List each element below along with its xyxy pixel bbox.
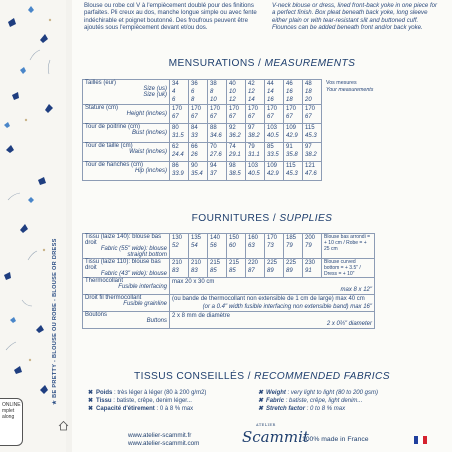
size-cell — [227, 143, 246, 162]
supply-label-fr: Tissu (laize 140): blouse bas droit — [85, 234, 162, 246]
supply-cell — [170, 234, 189, 259]
measurement-row — [83, 143, 381, 162]
size-cell — [265, 80, 284, 105]
size-cell — [284, 124, 303, 143]
supply-label — [83, 312, 170, 329]
size-value: 27.6 — [210, 152, 222, 158]
supply-value: 83 — [191, 268, 198, 274]
footer-websites — [128, 432, 199, 448]
supply-value: 83 — [172, 268, 179, 274]
size-value: 67 — [286, 114, 293, 120]
size-value: 45.3 — [286, 171, 298, 177]
row-label-en: Hip (inches) — [134, 168, 167, 174]
size-cell — [170, 143, 189, 162]
size-value: 170 — [286, 106, 297, 112]
made-in-france-text: 100% made in France — [302, 436, 369, 443]
size-value: 34 — [172, 81, 179, 87]
supply-cell — [189, 259, 208, 278]
size-value: 67 — [210, 114, 217, 120]
side-product-label: ★ BE PRETTY - BLOUSE OU ROBE - BLOUSE OR DRESS — [52, 238, 58, 405]
size-value: 121 — [305, 163, 316, 169]
fabric-key: Stretch factor — [266, 406, 306, 412]
row-label-fr: Stature (cm) — [85, 105, 119, 111]
size-cell — [246, 105, 265, 124]
supply-value: 170 — [267, 235, 278, 241]
supply-cell — [170, 259, 189, 278]
supply-row — [83, 278, 375, 295]
size-value: 115 — [305, 125, 315, 131]
size-cell — [189, 105, 208, 124]
supply-row — [83, 312, 375, 329]
size-cell — [303, 143, 322, 162]
size-value: 14 — [248, 97, 255, 103]
supply-label-en: Fusible interfacing — [118, 284, 167, 290]
supply-value: 87 — [248, 268, 255, 274]
supply-value: 89 — [267, 268, 274, 274]
row-label — [83, 105, 170, 124]
size-cell — [284, 162, 303, 181]
size-cell — [265, 105, 284, 124]
supply-cell — [227, 259, 246, 278]
size-cell — [265, 162, 284, 181]
cross-icon: ✖ — [258, 398, 264, 404]
fabric-key: Poids — [96, 390, 113, 396]
size-value: 67 — [305, 114, 312, 120]
supply-value: 220 — [248, 260, 259, 266]
size-cell — [303, 80, 322, 105]
supply-span-fr: (ou bande de thermocollant non extensible de 1 cm de large) max 40 cm — [172, 296, 365, 302]
supply-label-fr: Droit fil thermocollant — [85, 295, 142, 301]
supply-label — [83, 259, 170, 278]
size-value: 88 — [210, 125, 217, 131]
size-value: 16 — [267, 97, 274, 103]
size-cell — [189, 80, 208, 105]
intro-french: Blouse ou robe col V à l'empiècement doublé pour des finitions parfaites. Pli creux au dos, manche longue simple ou avec fente indéchirable et poignet boutonné. Des froufrous peuvent être ajoutés sous l'empiècement devant et/ou dos. — [84, 2, 257, 32]
size-value: 38.5 — [229, 171, 241, 177]
size-value: 115 — [286, 163, 296, 169]
fabric-item — [88, 389, 206, 397]
size-cell — [170, 162, 189, 181]
size-value: 35.8 — [286, 152, 298, 158]
supply-value: 52 — [172, 243, 179, 249]
supply-value: 54 — [191, 243, 198, 249]
supply-span-fr: 2 x 8 mm de diamètre — [172, 313, 231, 319]
supply-label-en: Fusible grainline — [123, 301, 167, 307]
size-value: 97 — [305, 144, 312, 150]
size-value: 40.5 — [248, 171, 260, 177]
size-cell — [208, 105, 227, 124]
supply-label-fr: Thermocollant — [85, 278, 124, 284]
size-value: 97 — [248, 125, 255, 131]
home-icon — [58, 420, 69, 431]
supply-span-fr: max 20 x 30 cm — [172, 279, 215, 285]
size-value: 20 — [305, 97, 312, 103]
supply-cell — [246, 234, 265, 259]
size-value: 36 — [191, 81, 198, 87]
size-cell — [265, 124, 284, 143]
size-cell — [208, 143, 227, 162]
size-cell — [208, 162, 227, 181]
size-value: 109 — [267, 163, 278, 169]
note-fr: Vos mesures — [326, 79, 357, 86]
size-cell — [246, 80, 265, 105]
row-label-en: Waist (inches) — [129, 149, 167, 155]
size-value: 62 — [172, 144, 179, 150]
size-value: 33.5 — [267, 152, 279, 158]
fabric-value: : batiste, crêpe, light denim... — [284, 398, 363, 404]
size-cell — [284, 105, 303, 124]
supply-label-en: Fabric (43" wide): blouse — [100, 271, 167, 277]
intro-english: V-neck blouse or dress, lined front-back yoke in one piece for a perfect finish. Box pleat beneath back yoke, long sleeve either plain or with tear-resistant slit and buttoned cuff. Flounces can be added beneath front and/or back yoke. — [272, 2, 438, 32]
size-cell — [303, 105, 322, 124]
size-value: 170 — [210, 106, 221, 112]
supplies-table — [82, 233, 375, 329]
fabric-item — [88, 397, 206, 405]
size-cell — [227, 80, 246, 105]
row-label-fr: Tour de poitrine (cm) — [85, 124, 141, 130]
size-cell — [303, 124, 322, 143]
fabrics-list-french — [88, 389, 206, 413]
size-value: 98 — [229, 163, 236, 169]
size-cell — [170, 124, 189, 143]
size-value: 103 — [248, 163, 259, 169]
size-cell — [246, 143, 265, 162]
supply-cell — [284, 234, 303, 259]
supply-value: 215 — [210, 260, 221, 266]
size-value: 85 — [267, 144, 274, 150]
size-cell — [265, 143, 284, 162]
size-value: 33 — [191, 133, 198, 139]
cross-icon: ✖ — [88, 398, 94, 404]
supply-label-fr: Tissu (laize 110): blouse bas droit — [85, 259, 161, 271]
fabric-key: Weight — [266, 390, 286, 396]
fabric-item — [88, 405, 206, 413]
size-value: 10 — [229, 89, 236, 95]
supply-value: 89 — [286, 268, 293, 274]
size-value: 14 — [267, 89, 274, 95]
size-value: 26 — [191, 152, 198, 158]
size-value: 103 — [267, 125, 278, 131]
measurements-title: MENSURATIONS / MEASUREMENTS — [168, 58, 356, 69]
row-label-en: Size (us) — [143, 86, 167, 92]
supply-label-fr: Boutons — [85, 312, 108, 318]
supply-value: 60 — [229, 243, 236, 249]
size-cell — [170, 105, 189, 124]
size-value: 170 — [248, 106, 259, 112]
size-value: 16 — [286, 89, 293, 95]
supply-cell — [208, 234, 227, 259]
size-value: 31.5 — [172, 133, 184, 139]
size-value: 92 — [229, 125, 236, 131]
fabric-value: : very light to light (80 to 200 gsm) — [285, 390, 378, 396]
supply-value: 73 — [267, 243, 274, 249]
supply-label — [83, 295, 170, 312]
cross-icon: ✖ — [88, 406, 94, 412]
row-label — [83, 162, 170, 181]
supply-value: 210 — [172, 260, 183, 266]
size-value: 34.6 — [210, 133, 222, 139]
supply-value: 160 — [248, 235, 259, 241]
cross-icon: ✖ — [258, 390, 264, 396]
row-label — [83, 143, 170, 162]
website-fr-link[interactable]: www.atelier-scammit.fr — [128, 432, 192, 439]
fabric-item — [258, 405, 378, 413]
size-value: 170 — [305, 106, 316, 112]
size-value: 42.9 — [286, 133, 298, 139]
your-measurements-note — [322, 80, 381, 124]
supply-value: 215 — [229, 260, 240, 266]
size-value: 84 — [191, 125, 198, 131]
supply-value: 225 — [267, 260, 278, 266]
supply-label-en: Buttons — [146, 318, 167, 324]
size-cell — [246, 124, 265, 143]
size-value: 33.9 — [172, 171, 184, 177]
france-flag-icon — [414, 436, 427, 444]
measurement-row — [83, 80, 381, 105]
row-label — [83, 80, 170, 105]
size-value: 18 — [305, 89, 312, 95]
supply-value: 79 — [286, 243, 293, 249]
supply-value: 140 — [210, 235, 221, 241]
size-value: 37 — [210, 171, 217, 177]
fabric-key: Tissu — [96, 398, 112, 404]
size-value: 47.6 — [305, 171, 317, 177]
size-value: 170 — [172, 106, 183, 112]
row-label-fr: Tour de taille (cm) — [85, 143, 133, 149]
measurement-row — [83, 162, 381, 181]
size-cell — [227, 162, 246, 181]
supply-span-en: max 8 x 12" — [340, 287, 372, 293]
supply-value: 63 — [248, 243, 255, 249]
supply-value: 79 — [305, 243, 312, 249]
size-value: 170 — [229, 106, 240, 112]
brand-logo: ATELIER Scammit — [242, 423, 309, 446]
supply-row — [83, 295, 375, 312]
size-value: 90 — [191, 163, 198, 169]
measurements-table — [82, 79, 380, 181]
supply-value: 150 — [229, 235, 240, 241]
size-value: 67 — [172, 114, 179, 120]
cross-icon: ✖ — [88, 390, 94, 396]
fabric-key: Fabric — [266, 398, 285, 404]
size-value: 6 — [191, 89, 195, 95]
size-value: 86 — [172, 163, 179, 169]
size-value: 40 — [229, 81, 236, 87]
supply-value: 130 — [172, 235, 183, 241]
supply-span-en: 2 x 0⅔" diameter — [326, 321, 372, 327]
size-value: 46 — [286, 81, 293, 87]
supply-label — [83, 278, 170, 295]
size-cell — [189, 124, 208, 143]
supply-cell — [246, 259, 265, 278]
size-value: 40.5 — [267, 133, 279, 139]
size-value: 38.2 — [248, 133, 260, 139]
supply-value: 85 — [229, 268, 236, 274]
size-value: 42 — [248, 81, 255, 87]
supply-label — [83, 234, 170, 259]
size-value: 45.3 — [305, 133, 317, 139]
supply-value: 230 — [305, 260, 316, 266]
fabric-item — [258, 397, 378, 405]
row-label-en: Height (inches) — [126, 111, 167, 117]
cross-icon: ✖ — [258, 406, 264, 412]
size-value: 79 — [248, 144, 255, 150]
row-label-en2: Size (uk) — [143, 92, 167, 98]
size-value: 10 — [210, 97, 217, 103]
floral-strip — [0, 0, 66, 452]
fabric-value: : 0 to 8 % max — [305, 406, 346, 412]
size-cell — [246, 162, 265, 181]
supply-value: 185 — [286, 235, 297, 241]
supply-span-cell — [170, 278, 375, 295]
size-cell — [227, 124, 246, 143]
size-value: 94 — [210, 163, 217, 169]
row-label-fr: Tour de hanches (cm) — [85, 162, 144, 168]
size-value: 6 — [172, 97, 176, 103]
size-value: 80 — [172, 125, 179, 131]
size-value: 67 — [229, 114, 236, 120]
size-value: 12 — [229, 97, 236, 103]
size-cell — [189, 162, 208, 181]
supply-note: Blouse bas arrondi = + 10 cm / Robe = + 25 cm — [322, 234, 375, 259]
supply-label-en: Fabric (55" wide): blouse straight bottom — [100, 246, 167, 258]
size-value: 67 — [267, 114, 274, 120]
supply-row — [83, 234, 375, 259]
supply-value: 85 — [210, 268, 217, 274]
size-value: 29.1 — [229, 152, 241, 158]
fabric-item — [258, 389, 378, 397]
size-value: 31.1 — [248, 152, 260, 158]
size-cell — [208, 80, 227, 105]
online-tab — [0, 398, 23, 446]
fabric-key: Capacité d'étirement — [96, 406, 155, 412]
supply-cell — [227, 234, 246, 259]
supply-value: 91 — [305, 268, 312, 274]
size-cell — [284, 80, 303, 105]
size-value: 74 — [229, 144, 236, 150]
size-value: 8 — [191, 97, 195, 103]
fabrics-title: TISSUS CONSEILLÉS / RECOMMENDED FABRICS — [133, 371, 390, 382]
supply-cell — [189, 234, 208, 259]
supply-cell — [303, 234, 322, 259]
size-value: 170 — [267, 106, 278, 112]
supply-cell — [265, 259, 284, 278]
online-tab-text: ONLINE mplet along — [2, 402, 21, 420]
note-en: Your measurements — [326, 86, 374, 93]
size-cell — [189, 143, 208, 162]
website-com-link[interactable]: www.atelier-scammit.com — [128, 440, 200, 447]
size-value: 170 — [191, 106, 202, 112]
supply-value: 225 — [286, 260, 297, 266]
size-value: 42.9 — [267, 171, 279, 177]
size-cell — [227, 105, 246, 124]
supply-span-en: (or a 0.4" width fusible interfacing non extensible band) max 16" — [202, 304, 372, 310]
size-value: 67 — [248, 114, 255, 120]
supply-value: 210 — [191, 260, 202, 266]
supply-value: 135 — [191, 235, 202, 241]
supply-span-cell — [170, 312, 375, 329]
row-label-en: Bust (inches) — [131, 130, 167, 136]
supply-cell — [303, 259, 322, 278]
supply-cell — [284, 259, 303, 278]
size-value: 36.2 — [229, 133, 241, 139]
size-value: 18 — [286, 97, 293, 103]
size-value: 91 — [286, 144, 293, 150]
measurement-row — [83, 124, 381, 143]
size-value: 24.4 — [172, 152, 184, 158]
size-value: 8 — [210, 89, 214, 95]
supply-cell — [265, 234, 284, 259]
size-value: 35.4 — [191, 171, 203, 177]
size-value: 38 — [210, 81, 217, 87]
size-value: 67 — [191, 114, 198, 120]
fabric-value: : 0 à 8 % max — [154, 406, 194, 412]
supply-cell — [208, 259, 227, 278]
size-value: 4 — [172, 89, 176, 95]
size-value: 70 — [210, 144, 217, 150]
supply-row — [83, 259, 375, 278]
supply-note: Blouse curved bottom = + 3.5" / Dress = + 10" — [322, 259, 375, 278]
row-label — [83, 124, 170, 143]
size-value: 44 — [267, 81, 274, 87]
size-cell — [170, 80, 189, 105]
supply-value: 56 — [210, 243, 217, 249]
fabric-value: : batiste, crêpe, denim léger... — [111, 398, 192, 404]
fabrics-list-english — [258, 389, 378, 413]
supply-value: 200 — [305, 235, 316, 241]
size-value: 109 — [286, 125, 297, 131]
supplies-title: FOURNITURES / SUPPLIES — [191, 213, 333, 224]
size-value: 66 — [191, 144, 198, 150]
fabric-value: : très léger à léger (80 à 200 g/m2) — [112, 390, 207, 396]
pattern-sheet — [72, 0, 452, 452]
size-cell — [208, 124, 227, 143]
size-cell — [303, 162, 322, 181]
size-value: 48 — [305, 81, 312, 87]
supply-span-cell — [170, 295, 375, 312]
size-value: 38.2 — [305, 152, 317, 158]
size-cell — [284, 143, 303, 162]
row-label-fr: Tailles (eur) — [85, 80, 117, 86]
size-value: 12 — [248, 89, 255, 95]
